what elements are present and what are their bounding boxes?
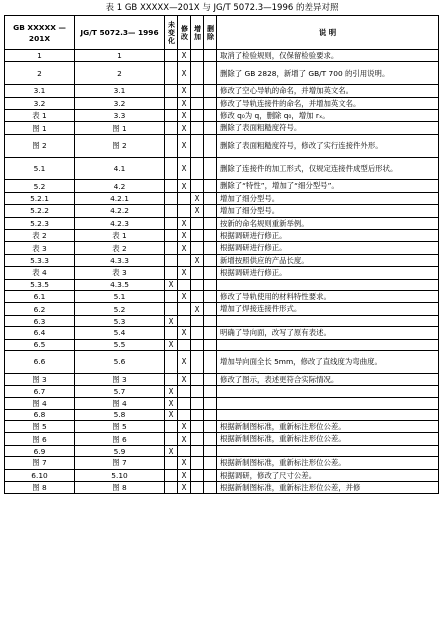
description-cell: 删除了连接件的加工形式，仅规定连接件成型后形状。 [217, 157, 439, 180]
table-row [5, 373, 439, 385]
modified-mark: X [178, 457, 191, 469]
added-mark [191, 62, 204, 85]
new-clause-cell: 6.9 [5, 445, 75, 456]
modified-mark: X [178, 97, 191, 109]
unchanged-mark [165, 482, 178, 494]
added-mark: X [191, 192, 204, 204]
deleted-mark [204, 373, 217, 385]
unchanged-mark [165, 291, 178, 303]
new-clause-cell: 表 2 [5, 230, 75, 242]
modified-mark: X [178, 230, 191, 242]
modified-mark [178, 279, 191, 290]
old-clause-cell: 图 8 [75, 482, 165, 494]
unchanged-mark [165, 122, 178, 134]
modified-mark: X [178, 50, 191, 62]
unchanged-mark [165, 433, 178, 445]
added-mark [191, 339, 204, 350]
table-row [5, 192, 439, 204]
unchanged-mark [165, 157, 178, 180]
old-clause-cell: 表 1 [75, 230, 165, 242]
deleted-mark [204, 134, 217, 157]
modified-mark: X [178, 421, 191, 433]
header-modified: 修改 [178, 16, 191, 50]
description-cell [217, 397, 439, 409]
modified-mark: X [178, 373, 191, 385]
old-clause-cell: 图 3 [75, 373, 165, 385]
deleted-mark [204, 482, 217, 494]
old-clause-cell: 3.3 [75, 110, 165, 122]
description-cell: 修改了导轨使用的材料特性要求。 [217, 291, 439, 303]
old-clause-cell: 5.2 [75, 303, 165, 315]
description-cell: 修改了空心导轨的命名，并增加英文名。 [217, 85, 439, 97]
table-row [5, 421, 439, 433]
header-old-standard: JG/T 5072.3— 1996 [75, 16, 165, 50]
new-clause-cell: 表 3 [5, 242, 75, 254]
added-mark [191, 85, 204, 97]
table-row [5, 242, 439, 254]
unchanged-mark [165, 180, 178, 192]
added-mark [191, 157, 204, 180]
deleted-mark [204, 303, 217, 315]
old-clause-cell: 表 3 [75, 267, 165, 279]
table-row [5, 279, 439, 290]
description-cell [217, 445, 439, 456]
table-row [5, 409, 439, 420]
added-mark [191, 469, 204, 481]
added-mark [191, 409, 204, 420]
table-row [5, 457, 439, 469]
unchanged-mark [165, 242, 178, 254]
unchanged-mark: X [165, 339, 178, 350]
header-new-standard: GB XXXXX — 201X [5, 16, 75, 50]
description-cell: 新增按照供应的产品长度。 [217, 254, 439, 266]
modified-mark [178, 339, 191, 350]
added-mark [191, 315, 204, 326]
new-clause-cell: 6.10 [5, 469, 75, 481]
old-clause-cell: 4.3.3 [75, 254, 165, 266]
description-cell [217, 339, 439, 350]
old-clause-cell: 3.1 [75, 85, 165, 97]
deleted-mark [204, 205, 217, 217]
deleted-mark [204, 62, 217, 85]
modified-mark: X [178, 482, 191, 494]
unchanged-mark [165, 85, 178, 97]
modified-mark: X [178, 217, 191, 229]
table-row [5, 50, 439, 62]
old-clause-cell: 1 [75, 50, 165, 62]
old-clause-cell: 5.7 [75, 386, 165, 397]
description-cell: 修改了导轨连接件的命名，并增加英文名。 [217, 97, 439, 109]
description-cell: 修改了图示，表述更符合实际情况。 [217, 373, 439, 385]
old-clause-cell: 4.3.5 [75, 279, 165, 290]
table-row [5, 254, 439, 266]
table-row [5, 386, 439, 397]
header-deleted: 删除 [204, 16, 217, 50]
deleted-mark [204, 469, 217, 481]
deleted-mark [204, 386, 217, 397]
description-cell: 增加了细分型号。 [217, 192, 439, 204]
difference-table [4, 15, 439, 494]
old-clause-cell: 3.2 [75, 97, 165, 109]
old-clause-cell: 5.6 [75, 351, 165, 374]
modified-mark: X [178, 242, 191, 254]
description-cell [217, 386, 439, 397]
old-clause-cell: 5.5 [75, 339, 165, 350]
modified-mark [178, 397, 191, 409]
modified-mark: X [178, 122, 191, 134]
modified-mark [178, 205, 191, 217]
unchanged-mark [165, 62, 178, 85]
deleted-mark [204, 110, 217, 122]
deleted-mark [204, 291, 217, 303]
table-row [5, 85, 439, 97]
deleted-mark [204, 327, 217, 339]
new-clause-cell: 6.7 [5, 386, 75, 397]
new-clause-cell: 3.2 [5, 97, 75, 109]
old-clause-cell: 4.1 [75, 157, 165, 180]
unchanged-mark [165, 421, 178, 433]
new-clause-cell: 6.2 [5, 303, 75, 315]
new-clause-cell: 3.1 [5, 85, 75, 97]
new-clause-cell: 6.1 [5, 291, 75, 303]
added-mark [191, 230, 204, 242]
added-mark [191, 482, 204, 494]
new-clause-cell: 表 1 [5, 110, 75, 122]
new-clause-cell: 图 2 [5, 134, 75, 157]
added-mark [191, 386, 204, 397]
added-mark [191, 50, 204, 62]
table-row [5, 230, 439, 242]
deleted-mark [204, 279, 217, 290]
added-mark [191, 397, 204, 409]
added-mark [191, 279, 204, 290]
table-row [5, 351, 439, 374]
unchanged-mark [165, 373, 178, 385]
table-row [5, 327, 439, 339]
added-mark [191, 97, 204, 109]
table-row [5, 205, 439, 217]
description-cell [217, 315, 439, 326]
modified-mark [178, 386, 191, 397]
unchanged-mark [165, 254, 178, 266]
unchanged-mark [165, 267, 178, 279]
deleted-mark [204, 50, 217, 62]
old-clause-cell: 表 2 [75, 242, 165, 254]
description-cell: 明确了导向面，改写了原有表述。 [217, 327, 439, 339]
description-cell: 增加了细分型号。 [217, 205, 439, 217]
unchanged-mark [165, 110, 178, 122]
added-mark [191, 433, 204, 445]
description-cell: 增加导向面全长 5mm，修改了直线度为弯曲度。 [217, 351, 439, 374]
added-mark: X [191, 303, 204, 315]
new-clause-cell: 1 [5, 50, 75, 62]
deleted-mark [204, 351, 217, 374]
description-cell: 根据调研，修改了尺寸公差。 [217, 469, 439, 481]
deleted-mark [204, 267, 217, 279]
old-clause-cell: 图 1 [75, 122, 165, 134]
new-clause-cell: 图 8 [5, 482, 75, 494]
unchanged-mark [165, 192, 178, 204]
header-added: 增加 [191, 16, 204, 50]
old-clause-cell: 4.2.2 [75, 205, 165, 217]
description-cell: 根据新制图标准，重新标注形位公差。 [217, 433, 439, 445]
table-body [5, 50, 439, 494]
modified-mark: X [178, 267, 191, 279]
old-clause-cell: 图 2 [75, 134, 165, 157]
deleted-mark [204, 457, 217, 469]
modified-mark: X [178, 351, 191, 374]
new-clause-cell: 6.8 [5, 409, 75, 420]
table-row [5, 134, 439, 157]
description-cell: 根据调研进行修正。 [217, 230, 439, 242]
modified-mark: X [178, 134, 191, 157]
deleted-mark [204, 180, 217, 192]
deleted-mark [204, 85, 217, 97]
description-cell: 按新的命名规则重新举例。 [217, 217, 439, 229]
new-clause-cell: 5.2 [5, 180, 75, 192]
added-mark [191, 217, 204, 229]
added-mark [191, 180, 204, 192]
modified-mark: X [178, 291, 191, 303]
modified-mark: X [178, 62, 191, 85]
new-clause-cell: 图 7 [5, 457, 75, 469]
new-clause-cell: 5.2.1 [5, 192, 75, 204]
added-mark [191, 457, 204, 469]
deleted-mark [204, 230, 217, 242]
table-row [5, 62, 439, 85]
modified-mark [178, 445, 191, 456]
deleted-mark [204, 217, 217, 229]
added-mark: X [191, 254, 204, 266]
old-clause-cell: 图 5 [75, 421, 165, 433]
added-mark [191, 373, 204, 385]
unchanged-mark: X [165, 315, 178, 326]
new-clause-cell: 表 4 [5, 267, 75, 279]
old-clause-cell: 4.2 [75, 180, 165, 192]
unchanged-mark [165, 50, 178, 62]
new-clause-cell: 图 4 [5, 397, 75, 409]
new-clause-cell: 5.2.2 [5, 205, 75, 217]
old-clause-cell: 5.10 [75, 469, 165, 481]
table-row [5, 315, 439, 326]
old-clause-cell: 5.9 [75, 445, 165, 456]
table-row [5, 217, 439, 229]
old-clause-cell: 5.8 [75, 409, 165, 420]
header-unchanged: 未变化 [165, 16, 178, 50]
modified-mark [178, 315, 191, 326]
unchanged-mark: X [165, 386, 178, 397]
table-caption: 表 1 GB XXXXX—201X 与 JG/T 5072.3—1996 的差异对照 [105, 3, 339, 13]
table-row [5, 339, 439, 350]
new-clause-cell: 图 6 [5, 433, 75, 445]
unchanged-mark [165, 303, 178, 315]
added-mark [191, 122, 204, 134]
old-clause-cell: 5.4 [75, 327, 165, 339]
table-row [5, 157, 439, 180]
description-cell: 根据新制图标准，重新标注形位公差，并修 [217, 482, 439, 494]
added-mark [191, 134, 204, 157]
added-mark [191, 242, 204, 254]
new-clause-cell: 6.4 [5, 327, 75, 339]
description-cell: 根据调研进行修正。 [217, 267, 439, 279]
modified-mark: X [178, 433, 191, 445]
old-clause-cell: 4.2.1 [75, 192, 165, 204]
unchanged-mark [165, 97, 178, 109]
description-cell [217, 409, 439, 420]
deleted-mark [204, 242, 217, 254]
new-clause-cell: 图 1 [5, 122, 75, 134]
deleted-mark [204, 339, 217, 350]
unchanged-mark [165, 230, 178, 242]
modified-mark [178, 409, 191, 420]
table-row [5, 303, 439, 315]
description-cell: 删除了 GB 2828，新增了 GB/T 700 的引用说明。 [217, 62, 439, 85]
header-description: 说 明 [217, 16, 439, 50]
modified-mark: X [178, 157, 191, 180]
unchanged-mark: X [165, 397, 178, 409]
deleted-mark [204, 157, 217, 180]
new-clause-cell: 6.3 [5, 315, 75, 326]
modified-mark [178, 303, 191, 315]
new-clause-cell: 6.6 [5, 351, 75, 374]
unchanged-mark [165, 457, 178, 469]
new-clause-cell: 图 3 [5, 373, 75, 385]
description-cell [217, 279, 439, 290]
deleted-mark [204, 192, 217, 204]
added-mark [191, 445, 204, 456]
modified-mark: X [178, 85, 191, 97]
table-row [5, 267, 439, 279]
old-clause-cell: 4.2.3 [75, 217, 165, 229]
old-clause-cell: 图 4 [75, 397, 165, 409]
modified-mark: X [178, 180, 191, 192]
new-clause-cell: 6.5 [5, 339, 75, 350]
deleted-mark [204, 421, 217, 433]
description-cell: 修改 q₀为 q，删除 q₀，增加 rₓ。 [217, 110, 439, 122]
deleted-mark [204, 397, 217, 409]
unchanged-mark [165, 134, 178, 157]
description-cell: 删除了“特性”，增加了“细分型号”。 [217, 180, 439, 192]
deleted-mark [204, 409, 217, 420]
unchanged-mark [165, 217, 178, 229]
new-clause-cell: 5.3.5 [5, 279, 75, 290]
table-header-row [5, 16, 439, 50]
modified-mark [178, 192, 191, 204]
table-row [5, 482, 439, 494]
table-row [5, 469, 439, 481]
deleted-mark [204, 97, 217, 109]
added-mark [191, 421, 204, 433]
added-mark [191, 291, 204, 303]
table-row [5, 397, 439, 409]
table-row [5, 180, 439, 192]
unchanged-mark: X [165, 409, 178, 420]
added-mark [191, 351, 204, 374]
added-mark [191, 327, 204, 339]
modified-mark: X [178, 327, 191, 339]
deleted-mark [204, 122, 217, 134]
new-clause-cell: 图 5 [5, 421, 75, 433]
deleted-mark [204, 254, 217, 266]
table-row [5, 110, 439, 122]
description-cell: 增加了焊接连接件形式。 [217, 303, 439, 315]
modified-mark [178, 254, 191, 266]
unchanged-mark [165, 469, 178, 481]
description-cell: 取消了检验规则，仅保留检验要求。 [217, 50, 439, 62]
table-row [5, 97, 439, 109]
modified-mark: X [178, 469, 191, 481]
table-row [5, 291, 439, 303]
old-clause-cell: 5.3 [75, 315, 165, 326]
added-mark [191, 267, 204, 279]
added-mark [191, 110, 204, 122]
deleted-mark [204, 315, 217, 326]
table-row [5, 445, 439, 456]
old-clause-cell: 5.1 [75, 291, 165, 303]
description-cell: 删除了表面粗糙度符号，修改了实行连接件外形。 [217, 134, 439, 157]
unchanged-mark [165, 351, 178, 374]
unchanged-mark [165, 327, 178, 339]
unchanged-mark: X [165, 445, 178, 456]
new-clause-cell: 5.1 [5, 157, 75, 180]
modified-mark: X [178, 110, 191, 122]
table-row [5, 433, 439, 445]
description-cell: 删除了表面粗糙度符号。 [217, 122, 439, 134]
description-cell: 根据调研进行修正。 [217, 242, 439, 254]
deleted-mark [204, 445, 217, 456]
old-clause-cell: 2 [75, 62, 165, 85]
table-row [5, 122, 439, 134]
old-clause-cell: 图 7 [75, 457, 165, 469]
new-clause-cell: 5.3.3 [5, 254, 75, 266]
added-mark: X [191, 205, 204, 217]
description-cell: 根据新制图标准，重新标注形位公差。 [217, 457, 439, 469]
new-clause-cell: 2 [5, 62, 75, 85]
new-clause-cell: 5.2.3 [5, 217, 75, 229]
unchanged-mark: X [165, 279, 178, 290]
unchanged-mark [165, 205, 178, 217]
deleted-mark [204, 433, 217, 445]
old-clause-cell: 图 6 [75, 433, 165, 445]
description-cell: 根据新制图标准，重新标注形位公差。 [217, 421, 439, 433]
